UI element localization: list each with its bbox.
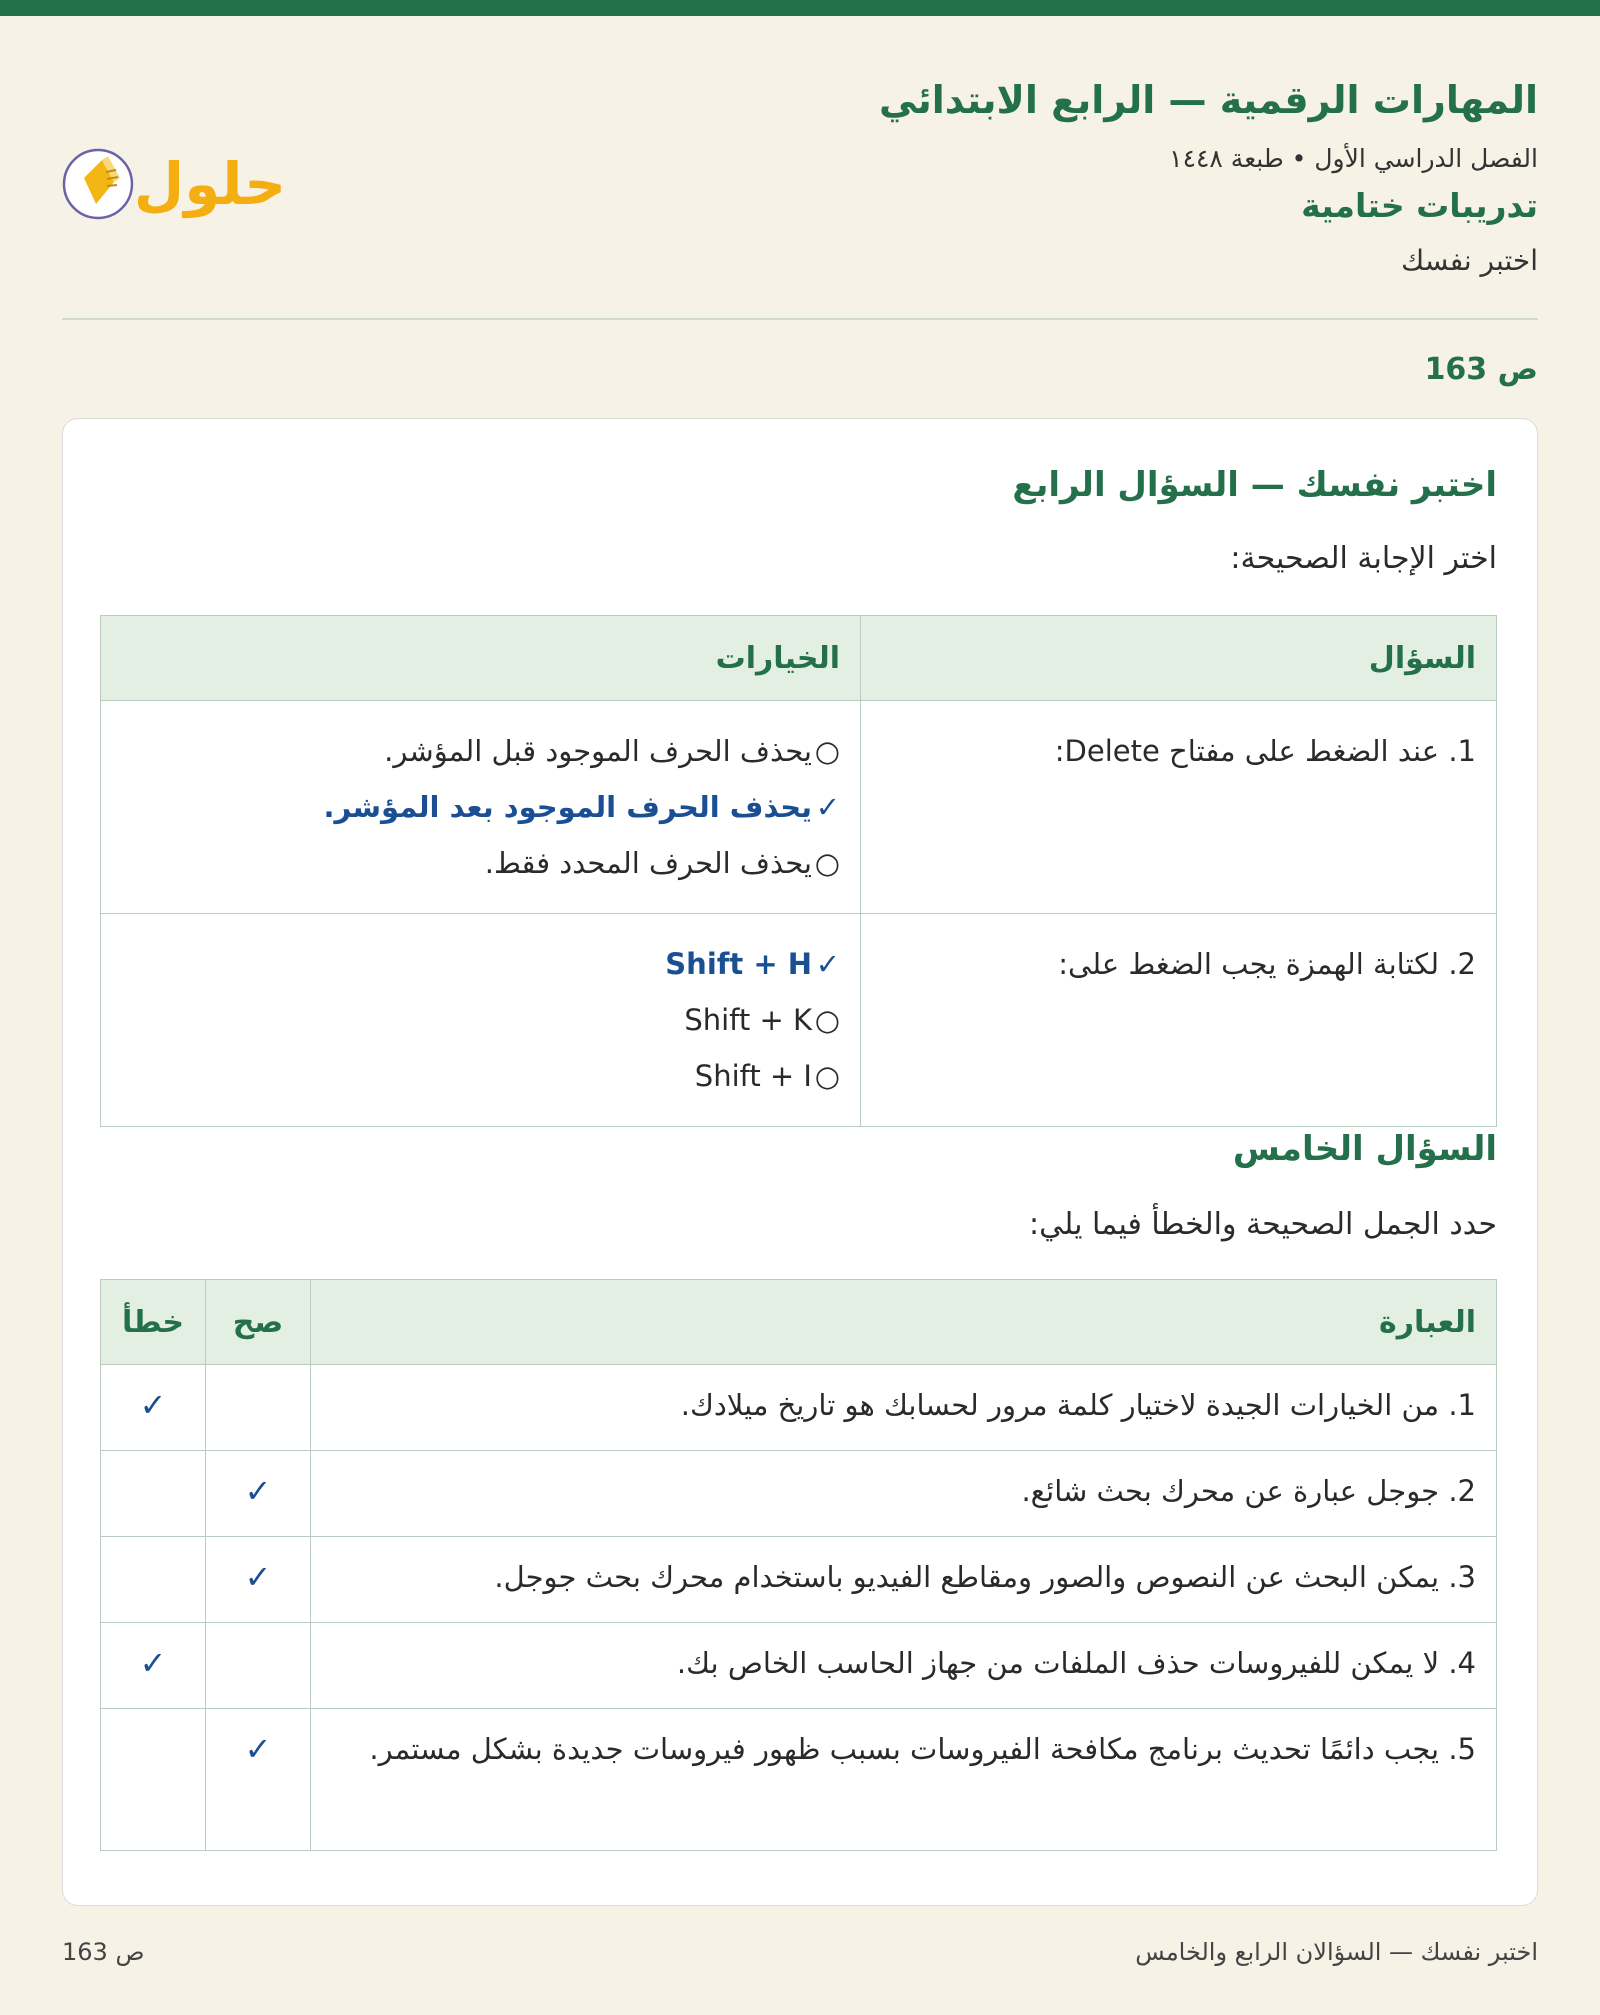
statement-text: 4. لا يمكن للفيروسات حذف الملفات من جهاز الحاسب الخاص بك. xyxy=(311,1623,1497,1709)
false-cell[interactable]: ✓ xyxy=(101,1365,206,1451)
q4-header-row xyxy=(101,616,1497,701)
q4-options xyxy=(101,914,861,1127)
lesson-title: اختبر نفسك xyxy=(1401,244,1538,277)
option[interactable] xyxy=(121,1048,840,1104)
q5-table xyxy=(100,1279,1497,1851)
false-cell[interactable]: ✓ xyxy=(101,1623,206,1709)
option-correct[interactable] xyxy=(121,936,840,992)
option-text: Shift + H xyxy=(665,947,812,981)
q4-row xyxy=(101,914,1497,1127)
radio-empty-icon: ○ xyxy=(814,846,840,880)
q5-col-statement: العبارة xyxy=(311,1280,1497,1365)
q5-row xyxy=(101,1537,1497,1623)
true-cell[interactable]: ✓ xyxy=(206,1537,311,1623)
book-title: المهارات الرقمية — الرابع الابتدائي xyxy=(879,78,1538,122)
q5-row xyxy=(101,1365,1497,1451)
q4-col-options: الخيارات xyxy=(101,616,861,701)
svg-text:حلول: حلول xyxy=(133,150,282,218)
true-cell[interactable]: ✓ xyxy=(206,1709,311,1851)
option-text: Shift + K xyxy=(684,1003,812,1037)
q4-table xyxy=(100,615,1497,1127)
statement-text: 5. يجب دائمًا تحديث برنامج مكافحة الفيروسات بسبب ظهور فيروسات جديدة بشكل مستمر. xyxy=(311,1709,1497,1851)
exercise-card xyxy=(62,418,1538,1906)
option-correct[interactable] xyxy=(121,779,840,835)
q4-instruction: اختر الإجابة الصحيحة: xyxy=(1230,541,1497,576)
q5-header-row xyxy=(101,1280,1497,1365)
top-accent-bar xyxy=(0,0,1600,16)
hulul-logo xyxy=(62,134,282,222)
option[interactable] xyxy=(121,835,840,891)
true-cell[interactable]: ✓ xyxy=(206,1451,311,1537)
true-cell[interactable] xyxy=(206,1623,311,1709)
option-text: يحذف الحرف المحدد فقط. xyxy=(484,846,812,880)
q5-row xyxy=(101,1709,1497,1851)
section-title: تدريبات ختامية xyxy=(1301,186,1538,225)
statement-text: 1. من الخيارات الجيدة لاختيار كلمة مرور لحسابك هو تاريخ ميلادك. xyxy=(311,1365,1497,1451)
q4-question: 1. عند الضغط على مفتاح Delete: xyxy=(861,701,1497,914)
footer-page-number: ص 163 xyxy=(62,1938,145,1966)
option-text: يحذف الحرف الموجود بعد المؤشر. xyxy=(323,790,812,824)
q5-row xyxy=(101,1451,1497,1537)
true-cell[interactable] xyxy=(206,1365,311,1451)
q5-heading: السؤال الخامس xyxy=(1232,1129,1497,1169)
q5-col-true: صح xyxy=(206,1280,311,1365)
option[interactable] xyxy=(121,992,840,1048)
q4-col-question: السؤال xyxy=(861,616,1497,701)
q5-instruction: حدد الجمل الصحيحة والخطأ فيما يلي: xyxy=(1029,1207,1497,1242)
q4-options xyxy=(101,701,861,914)
radio-empty-icon: ○ xyxy=(814,1059,840,1093)
check-icon: ✓ xyxy=(815,790,840,824)
q4-heading: اختبر نفسك — السؤال الرابع xyxy=(1012,465,1497,505)
footer-caption: اختبر نفسك — السؤالان الرابع والخامس xyxy=(1135,1938,1538,1966)
radio-empty-icon: ○ xyxy=(814,734,840,768)
book-subtitle: الفصل الدراسي الأول • طبعة ١٤٤٨ xyxy=(1169,144,1538,173)
page-number-label: ص 163 xyxy=(1424,352,1538,387)
false-cell[interactable] xyxy=(101,1709,206,1851)
q5-row xyxy=(101,1623,1497,1709)
false-cell[interactable] xyxy=(101,1537,206,1623)
check-icon: ✓ xyxy=(815,947,840,981)
q4-row xyxy=(101,701,1497,914)
option[interactable] xyxy=(121,723,840,779)
option-text: يحذف الحرف الموجود قبل المؤشر. xyxy=(384,734,812,768)
radio-empty-icon: ○ xyxy=(814,1003,840,1037)
statement-text: 3. يمكن البحث عن النصوص والصور ومقاطع الفيديو باستخدام محرك بحث جوجل. xyxy=(311,1537,1497,1623)
false-cell[interactable] xyxy=(101,1451,206,1537)
q4-question: 2. لكتابة الهمزة يجب الضغط على: xyxy=(861,914,1497,1127)
option-text: Shift + I xyxy=(694,1059,812,1093)
page-header xyxy=(62,72,1538,320)
statement-text: 2. جوجل عبارة عن محرك بحث شائع. xyxy=(311,1451,1497,1537)
q5-col-false: خطأ xyxy=(101,1280,206,1365)
